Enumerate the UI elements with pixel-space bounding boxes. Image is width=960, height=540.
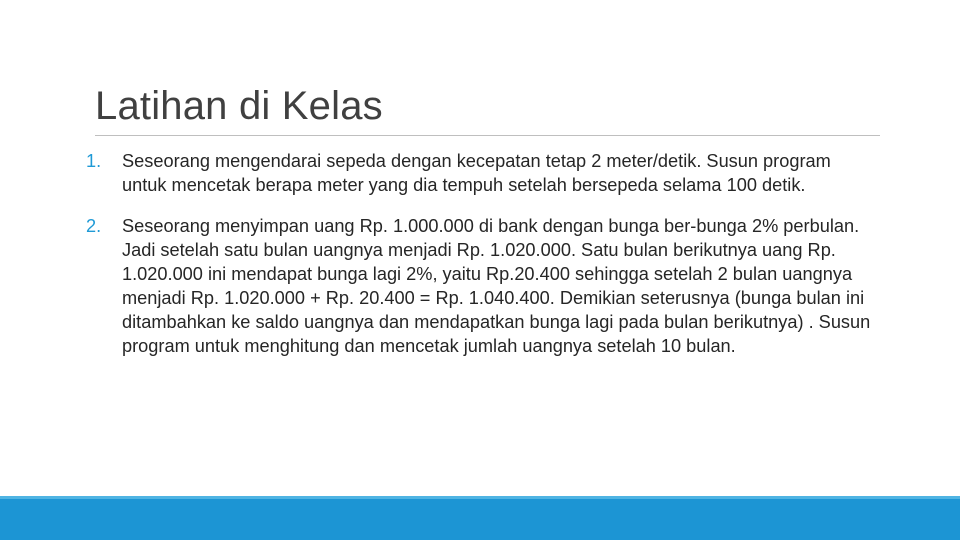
exercise-text: Seseorang menyimpan uang Rp. 1.000.000 di bank dengan bunga ber-bunga 2% perbulan. Jadi setelah satu bulan uangnya menjadi Rp. 1.020.000. Satu bulan berikutnya uang Rp. 1.020.000 ini mendapat bunga lagi 2%, yaitu Rp.20.400 sehingga setelah 2 bulan uangnya menjadi Rp. 1.020.000 + Rp. 20.400 = Rp. 1.040.400. Demikian seterusnya (bunga bulan ini ditambahkan ke saldo uangnya dan mendapatkan bunga lagi pada bulan berikutnya) . Susun program untuk menghitung dan mencetak jumlah uangnya setelah 10 bulan. <box>122 216 871 356</box>
exercise-number: 1. <box>86 151 102 171</box>
slide-title: Latihan di Kelas <box>95 84 383 128</box>
exercise-list <box>86 149 876 358</box>
exercise-item-1 <box>86 149 876 197</box>
exercise-text: Seseorang mengendarai sepeda dengan kecepatan tetap 2 meter/detik. Susun program untuk mencetak berapa meter yang dia tempuh setelah bersepeda selama 100 detik. <box>122 151 831 195</box>
exercise-item-2 <box>86 214 876 358</box>
footer-bar <box>0 499 960 540</box>
exercise-number: 2. <box>86 216 102 236</box>
title-divider <box>95 135 880 136</box>
